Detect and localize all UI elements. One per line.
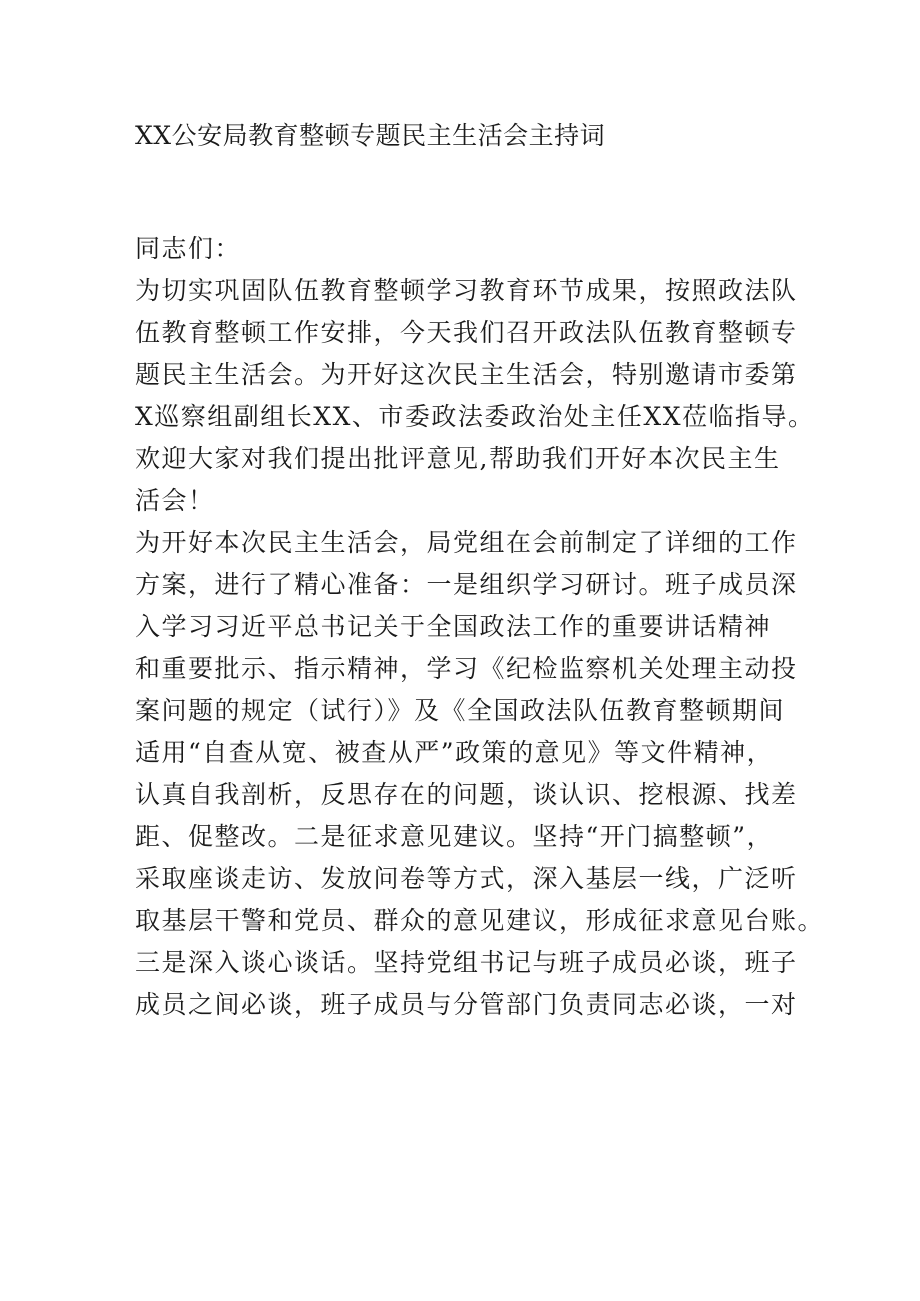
body-line: 成员之间必谈，班子成员与分管部门负责同志必谈，一对: [135, 990, 798, 1019]
body-line: 案问题的规定（试行）》及《全国政法队伍教育整顿期间: [135, 696, 786, 725]
body-line: 活会！: [135, 486, 215, 515]
body-line: 距、促整改。二是征求意见建议。坚持“开门搞整顿”，: [135, 822, 774, 851]
body-line: 和重要批示、指示精神，学习《纪检监察机关处理主动投: [135, 654, 798, 683]
body-line: 三是深入谈心谈话。坚持党组书记与班子成员必谈，班子: [135, 948, 798, 977]
document-title: XX公安局教育整顿专题民主生活会主持词: [135, 121, 606, 150]
body-line: 伍教育整顿工作安排，今天我们召开政法队伍教育整顿专: [135, 318, 798, 347]
body-line: 适用“自查从宽、被查从严”政策的意见》等文件精神，: [135, 738, 774, 767]
body-line: 采取座谈走访、发放问卷等方式，深入基层一线，广泛听: [135, 864, 798, 893]
body-line: 方案，进行了精心准备：一是组织学习研讨。班子成员深: [135, 570, 798, 599]
body-line: 题民主生活会。为开好这次民主生活会，特别邀请市委第: [135, 360, 798, 389]
body-line: 认真自我剖析，反思存在的问题，谈认识、挖根源、找差: [135, 780, 798, 809]
body-line: 取基层干警和党员、群众的意见建议，形成征求意见台账。: [135, 906, 825, 935]
body-line: 同志们：: [135, 234, 242, 263]
body-line: 入学习习近平总书记关于全国政法工作的重要讲话精神: [135, 612, 772, 641]
document-body: [135, 228, 825, 1026]
body-line: 为切实巩固队伍教育整顿学习教育环节成果，按照政法队: [135, 276, 798, 305]
body-line: X巡察组副组长XX、市委政法委政治处主任XX莅临指导。: [135, 402, 815, 431]
body-line: 为开好本次民主生活会，局党组在会前制定了详细的工作: [135, 528, 798, 557]
body-line: 欢迎大家对我们提出批评意见,帮助我们开好本次民主生: [135, 444, 781, 473]
